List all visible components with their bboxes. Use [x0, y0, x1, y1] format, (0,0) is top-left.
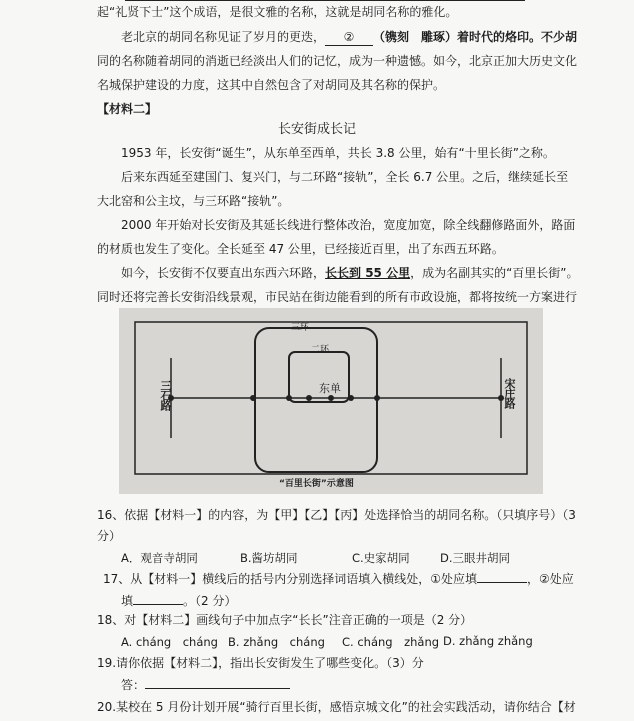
question-20: 20.某校在 5 月份计划开展“骑行百里长街，感悟京城文化”的社会实践活动，请你结合【材 — [97, 700, 576, 714]
text-line: 后来东西延至建国门、复兴门，与二环路“接轨”，全长 6.7 公里。之后，继续延长至 — [121, 170, 569, 184]
label-dongdan: 东单 — [319, 382, 341, 395]
answer-line — [121, 677, 290, 693]
text-line — [121, 29, 577, 46]
option-a[interactable]: A．观音寺胡同 — [121, 551, 198, 565]
option-d[interactable]: D. zhǎng zhǎng — [443, 634, 533, 648]
text-line — [121, 265, 579, 281]
option-a[interactable]: A. cháng cháng — [121, 635, 218, 649]
text-span: 老北京的胡同名称见证了岁月的更迭， — [121, 30, 326, 44]
text-line: 同时还将完善长安街沿线景观，市民站在街边能看到的所有市政设施，都将按统一方案进行 — [97, 290, 578, 304]
label-right-road: 宋庄路 — [503, 378, 516, 408]
top-rule — [125, 0, 525, 1]
option-c[interactable]: C.史家胡同 — [352, 551, 410, 565]
question-18: 18、对【材料二】画线句子中加点字“长长”注音正确的一项是（2 分） — [97, 613, 473, 627]
text-line: 1953 年，长安街“诞生”，从东单至西单，共长 3.8 公里，始有“十里长街”之称。 — [121, 146, 555, 160]
text-span: ，成为名副其实的“百里长街”。 — [410, 266, 579, 280]
answer-blank-2[interactable] — [133, 604, 183, 605]
text-line: 起“礼贤下士”这个成语，是很文雅的名称，这就是胡同名称的雅化。 — [97, 5, 458, 19]
text-line: 的材质也发生了变化。全长延至 47 公里，已经接近百里，出了东西五环路。 — [97, 242, 504, 256]
label-left-road: 三石路 — [159, 380, 172, 410]
text-span: （镌刻 雕琢）着时代的烙印。不少胡 — [373, 30, 578, 44]
map-figure — [119, 308, 543, 494]
text-span: 。（2 分） — [183, 594, 237, 608]
underlined-phrase: 长长到 55 公里 — [325, 266, 411, 280]
option-d[interactable]: D.三眼井胡同 — [440, 551, 511, 565]
map-caption: “百里长街”示意图 — [279, 479, 354, 489]
answer-blank-19[interactable] — [145, 688, 290, 689]
text-line: 名城保护建设的力度，这其中自然包含了对胡同及其名称的保护。 — [97, 78, 446, 92]
text-span: 17、从【材料一】横线后的括号内分别选择词语填入横线处，①处应填 — [103, 572, 478, 586]
question-19: 19.请你依据【材料二】，指出长安街发生了哪些变化。（3）分 — [97, 656, 424, 670]
text-line: 2000 年开始对长安街及其延长线进行整体改治，宽度加宽，除全线翻修路面外，路面 — [121, 218, 576, 232]
question-16: 16、依据【材料一】的内容，为【甲】【乙】【丙】处选择恰当的胡同名称。（只填序号）（3 — [97, 508, 576, 522]
section-heading: 【材料二】 — [97, 102, 158, 116]
text-span: 如今，长安街不仅要直出东西六环路， — [121, 266, 326, 280]
option-c[interactable]: C. cháng zhǎng — [342, 635, 440, 649]
text-span: 填 — [121, 594, 134, 608]
label-ring3: 三环 — [291, 323, 310, 333]
text-line: 同的名称随着胡同的消逝已经淡出人们的记忆，成为一种遗憾。如今，北京正加大历史文化 — [97, 54, 578, 68]
text-span: ，②处应 — [527, 572, 574, 586]
question-17 — [103, 571, 574, 587]
article-title: 长安街成长记 — [277, 122, 356, 137]
text-line — [121, 593, 236, 609]
text-line: 大北窑和公主坟，与三环路“接轨”。 — [97, 194, 290, 208]
fill-blank-2[interactable]: ② — [325, 29, 373, 46]
option-b[interactable]: B. zhǎng cháng — [228, 635, 325, 649]
option-b[interactable]: B.酱坊胡同 — [240, 551, 298, 565]
label-ring2: 二环 — [311, 345, 330, 355]
text-span: 答： — [121, 678, 146, 692]
answer-blank-1[interactable] — [477, 582, 527, 583]
text-line: 分） — [97, 529, 122, 543]
map-drawing — [119, 308, 543, 494]
